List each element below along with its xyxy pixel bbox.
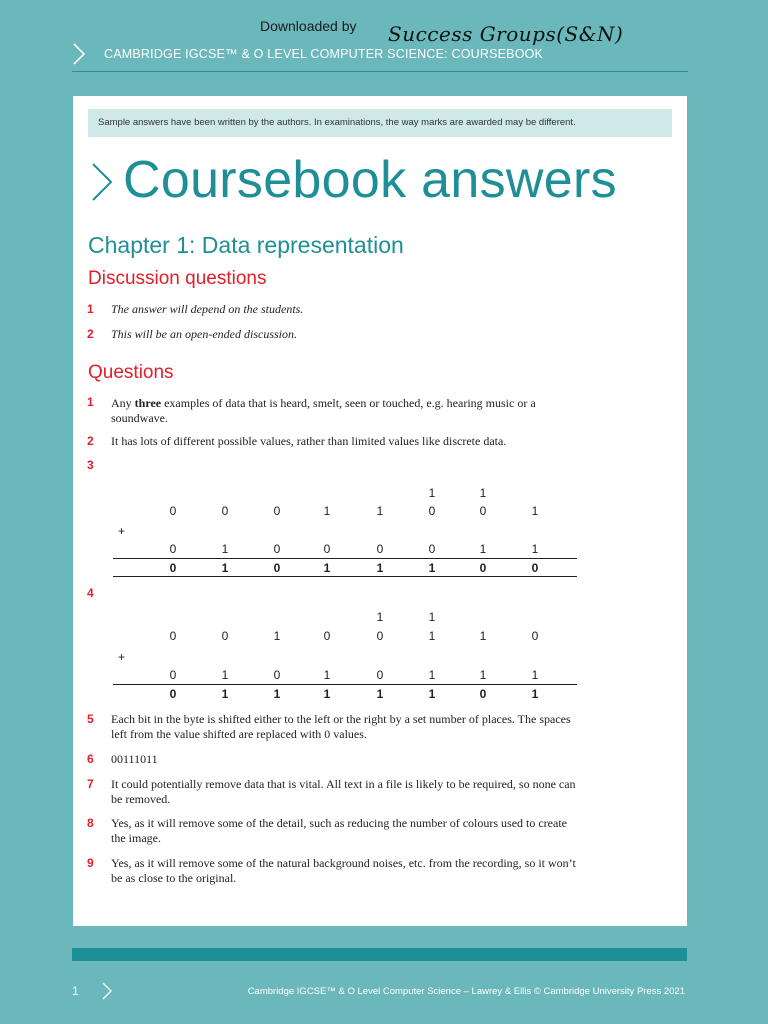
result-bit: 1 bbox=[273, 687, 281, 701]
operand-bit: 1 bbox=[479, 668, 487, 682]
operand-bit: 1 bbox=[428, 629, 436, 643]
chapter-title: Chapter 1: Data representation bbox=[88, 232, 404, 258]
carry-bit: 1 bbox=[428, 610, 436, 624]
operand-bit: 1 bbox=[531, 542, 539, 556]
questions-heading: Questions bbox=[88, 362, 174, 383]
chevron-right-icon bbox=[68, 42, 92, 66]
operand-bit: 1 bbox=[531, 504, 539, 518]
question-answer: Each bit in the byte is shifted either to the left or the right by a set number of places. The spaces left from the value shifted are replaced with 0 values. bbox=[111, 712, 571, 741]
operand-bit: 0 bbox=[323, 629, 331, 643]
result-bit: 1 bbox=[221, 687, 229, 701]
operand-bit: 0 bbox=[273, 542, 281, 556]
operand-bit: 0 bbox=[428, 542, 436, 556]
handwritten-signature: Success Groups(S&N) bbox=[388, 22, 624, 46]
operand-bit: 0 bbox=[221, 504, 229, 518]
operand-bit: 1 bbox=[479, 629, 487, 643]
result-bit: 1 bbox=[221, 561, 229, 575]
question-number: 4 bbox=[87, 586, 94, 600]
question-answer: Yes, as it will remove some of the detail, such as reducing the number of colours used to create the image. bbox=[111, 816, 567, 845]
sum-rule bbox=[113, 684, 577, 685]
operand-bit: 0 bbox=[169, 629, 177, 643]
operand-bit: 0 bbox=[169, 504, 177, 518]
question-number: 5 bbox=[87, 712, 94, 726]
operand-bit: 1 bbox=[273, 629, 281, 643]
result-bit: 0 bbox=[531, 561, 539, 575]
operand-bit: 1 bbox=[323, 504, 331, 518]
operand-bit: 1 bbox=[479, 542, 487, 556]
carry-bit: 1 bbox=[479, 486, 487, 500]
plus-sign: + bbox=[118, 524, 126, 538]
result-bit: 1 bbox=[376, 561, 384, 575]
result-bit: 1 bbox=[428, 561, 436, 575]
answer-bold-text: three bbox=[134, 396, 162, 410]
question-number: 7 bbox=[87, 777, 94, 791]
chevron-right-icon bbox=[100, 981, 114, 1001]
answer-text: Any bbox=[111, 396, 135, 410]
footer-copyright: Cambridge IGCSE™ & O Level Computer Science – Lawrey & Ellis © Cambridge University Press 2021 bbox=[247, 986, 685, 997]
sample-answers-note: Sample answers have been written by the authors. In examinations, the way marks are awarded may be different. bbox=[88, 109, 672, 137]
question-number: 1 bbox=[87, 395, 94, 409]
operand-bit: 0 bbox=[376, 668, 384, 682]
discussion-heading: Discussion questions bbox=[88, 268, 267, 289]
question-number: 2 bbox=[87, 434, 94, 448]
operand-bit: 1 bbox=[221, 542, 229, 556]
question-answer: It has lots of different possible values, rather than limited values like discrete data. bbox=[111, 434, 507, 448]
result-bit: 1 bbox=[323, 687, 331, 701]
operand-bit: 0 bbox=[323, 542, 331, 556]
operand-bit: 1 bbox=[376, 504, 384, 518]
page-number: 1 bbox=[72, 984, 79, 998]
result-bit: 0 bbox=[479, 687, 487, 701]
operand-bit: 0 bbox=[273, 668, 281, 682]
answer-text: examples of data that is heard, smelt, seen or touched, e.g. hearing music or a soundwave. bbox=[111, 396, 536, 425]
discussion-answer: This will be an open-ended discussion. bbox=[111, 327, 297, 341]
operand-bit: 1 bbox=[428, 668, 436, 682]
operand-bit: 0 bbox=[531, 629, 539, 643]
question-answer bbox=[111, 396, 581, 426]
answer-page bbox=[73, 96, 687, 926]
header-divider bbox=[72, 71, 688, 72]
result-bit: 1 bbox=[376, 687, 384, 701]
operand-bit: 0 bbox=[376, 542, 384, 556]
result-bit: 1 bbox=[428, 687, 436, 701]
result-bit: 0 bbox=[169, 561, 177, 575]
discussion-answer: The answer will depend on the students. bbox=[111, 302, 304, 316]
plus-sign: + bbox=[118, 650, 126, 664]
result-bit: 1 bbox=[531, 687, 539, 701]
question-answer: Yes, as it will remove some of the natural background noises, etc. from the recording, so it won’t be as close to the original. bbox=[111, 856, 576, 885]
sum-rule bbox=[113, 576, 577, 577]
question-answer: 00111011 bbox=[111, 752, 158, 766]
operand-bit: 0 bbox=[376, 629, 384, 643]
page-title: Coursebook answers bbox=[123, 151, 617, 209]
operand-bit: 0 bbox=[221, 629, 229, 643]
carry-bit: 1 bbox=[428, 486, 436, 500]
discussion-number: 2 bbox=[87, 327, 94, 341]
operand-bit: 0 bbox=[428, 504, 436, 518]
question-number: 8 bbox=[87, 816, 94, 830]
question-number: 3 bbox=[87, 458, 94, 472]
question-answer: It could potentially remove data that is vital. All text in a file is likely to be required, so none can be removed. bbox=[111, 777, 576, 806]
operand-bit: 1 bbox=[323, 668, 331, 682]
question-number: 9 bbox=[87, 856, 94, 870]
result-bit: 0 bbox=[479, 561, 487, 575]
footer-bar bbox=[72, 948, 687, 961]
operand-bit: 0 bbox=[169, 542, 177, 556]
carry-bit: 1 bbox=[376, 610, 384, 624]
chevron-right-icon bbox=[87, 162, 117, 202]
operand-bit: 1 bbox=[221, 668, 229, 682]
question-number: 6 bbox=[87, 752, 94, 766]
downloaded-by-label: Downloaded by bbox=[260, 18, 357, 34]
result-bit: 0 bbox=[169, 687, 177, 701]
discussion-number: 1 bbox=[87, 302, 94, 316]
operand-bit: 0 bbox=[273, 504, 281, 518]
operand-bit: 0 bbox=[479, 504, 487, 518]
book-header-title: CAMBRIDGE IGCSE™ & O LEVEL COMPUTER SCIENCE: COURSEBOOK bbox=[104, 47, 544, 61]
operand-bit: 1 bbox=[531, 668, 539, 682]
operand-bit: 0 bbox=[169, 668, 177, 682]
sum-rule bbox=[113, 558, 577, 559]
result-bit: 0 bbox=[273, 561, 281, 575]
result-bit: 1 bbox=[323, 561, 331, 575]
